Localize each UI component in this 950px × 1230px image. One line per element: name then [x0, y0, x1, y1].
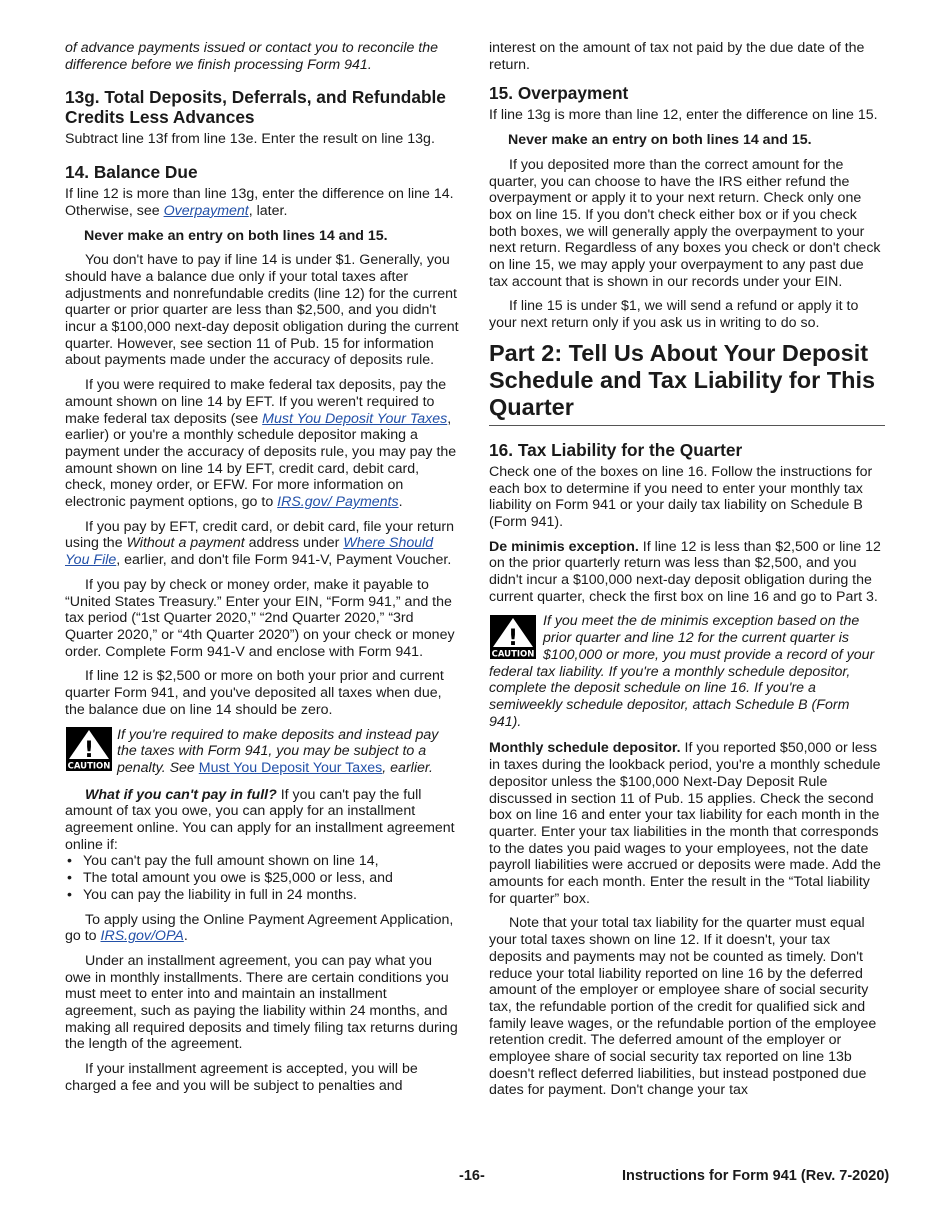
caution-icon — [65, 727, 113, 771]
para-14-2: You don't have to pay if line 14 is under $1. Generally, you should have a balance due only if your total taxes after adjustments and nonrefundable credits (line 12) for the current quarter or prior quarter are less than $2,500, and you didn't incur a $100,000 next-day deposit obligation during the current quarter. However, see section 11 of Pub. 15 for information about payments made under the accuracy of deposits rule. — [65, 252, 459, 369]
left-intro: of advance payments issued or contact you to reconcile the difference before we finish processing Form 941. — [65, 40, 439, 73]
list-item-text: You can't pay the full amount shown on line 14, — [83, 853, 379, 870]
bullet-glyph: • — [67, 870, 72, 887]
opa-a: To apply using the Online Payment Agreement Application, go to — [65, 911, 454, 945]
para-14-a: If line 12 is more than line 13g, enter the difference on line 14. Otherwise, see — [65, 186, 454, 219]
heading-14: 14. Balance Due — [65, 162, 198, 183]
caution-text-1 — [117, 727, 461, 777]
para-15-3: If line 15 is under $1, we will send a refund or apply it to your next return only if you ask us in writing to do so. — [489, 298, 859, 332]
para-14-6: If line 12 is $2,500 or more on both your prior and current quarter Form 941, and you've deposited all taxes when due, the balance due on line 14 should be zero. — [65, 668, 444, 718]
caution-1-b: , earlier. — [382, 759, 434, 776]
para-14-3-b: , earlier) or you're a monthly schedule depositor making a payment under the accuracy of deposits rule, you may pay the amount shown on line 14 by EFT, credit card, debit card, check, money order, or EFW. For more information on electronic payment options, go to — [65, 410, 457, 511]
heading-13g: 13g. Total Deposits, Deferrals, and Refundable Credits Less Advances — [65, 87, 446, 128]
de-minimis-para — [489, 539, 885, 606]
para-15: If line 13g is more than line 12, enter the difference on line 15. — [489, 107, 878, 124]
what-if-para — [65, 787, 461, 854]
list-item — [65, 853, 461, 870]
opa-para — [65, 912, 461, 945]
caution-text-2: If you meet the de minimis exception based on the prior quarter and line 12 for the current quarter is $100,000 or more, you must provide a record of your federal tax liability. If you're a monthly schedule depositor, complete the deposit schedule on line 16. If you're a semiweekly schedule depositor, attach Schedule B (Form 941). — [489, 613, 875, 730]
installment-para: Under an installment agreement, you can pay what you owe in monthly installments. There are certain conditions you must meet to enter into and maintain an installment agreement, such as paying the liability within 24 months, and making all required deposits and timely filing tax returns during the length of the agreement. — [65, 952, 458, 1053]
irs-payments-link[interactable]: IRS.gov/ Payments — [277, 494, 399, 511]
caution-label: CAUTION — [491, 649, 535, 660]
caution-icon — [489, 615, 537, 659]
caution-glyph: ! — [507, 626, 519, 652]
para-14-3 — [65, 377, 461, 511]
para-14-4-a: If you pay by EFT, credit card, or debit card, file your return using the — [65, 518, 455, 552]
heading-15: 15. Overpayment — [489, 83, 629, 104]
caution-must-deposit-link[interactable]: Must You Deposit Your Taxes — [198, 759, 383, 776]
list-item — [65, 887, 461, 904]
never-both-lines-note-15: Never make an entry on both lines 14 and 15. — [508, 132, 812, 149]
list-item-text: The total amount you owe is $25,000 or less, and — [83, 870, 393, 887]
caution-label: CAUTION — [67, 761, 111, 771]
bullet-glyph: • — [67, 853, 72, 870]
caution-glyph: ! — [83, 737, 95, 763]
accepted-para: If your installment agreement is accepted, you will be charged a fee and you will be subject to penalties and — [65, 1061, 418, 1094]
monthly-depositor-heading: Monthly schedule depositor. — [489, 740, 681, 757]
list-item — [65, 870, 461, 887]
bullet-glyph: • — [67, 886, 72, 903]
opa-b: . — [183, 928, 188, 945]
never-both-lines-note: Never make an entry on both lines 14 and 15. — [84, 227, 388, 244]
para-15-2: If you deposited more than the correct amount for the quarter, you can choose to have the IRS either refund the overpayment or apply it to your next return. Check only one box on line 15. If you don't check either box or if you check both boxes, we will generally apply the overpayment to your next return. Regardless of any boxes you check or don't check on line 15, we may apply your overpayment to any past due tax account that is shown in our records under your EIN. — [489, 156, 881, 290]
note-para: Note that your total tax liability for the quarter must equal your total taxes shown on line 12. If it doesn't, your tax deposits and payments may not be counted as timely. Don't reduce your total liability reported on line 16 by the deferred amount of the employer or employee share of social security tax, the refundable portion of the credit for qualified sick and family leave wages, or the refundable portion of the employee retention credit. The deferred amount of the employer or employee share of social security tax reported on line 13b doesn't reflect deferred liabilities, but instead postponed due dates for payment. Don't change your tax — [489, 915, 877, 1099]
para-13g: Subtract line 13f from line 13e. Enter the result on line 13g. — [65, 131, 435, 148]
de-minimis-text: If line 12 is less than $2,500 or line 12 on the prior quarterly return was less than $2,500, and you didn't incur a $100,000 next-day deposit obligation during the current quarter, check the first box on line 16 and go to Part 3. — [489, 538, 881, 605]
conditions-list — [65, 853, 461, 903]
heading-16: 16. Tax Liability for the Quarter — [489, 439, 743, 460]
para-14-4 — [65, 519, 461, 569]
monthly-depositor-text: If you reported $50,000 or less in taxes during the lookback period, you're a monthly schedule depositor unless the $100,000 Next-Day Deposit Rule discussed in section 11 of Pub. 15 applies. Check the second box on line 16 and enter your tax liability for each month in the quarter. Enter your tax liabilities in the month that corresponds to the dates you paid wages to your employees, not the date payroll liabilities were accrued or deposits were made. Add the amounts for each month. Enter the result in the “Total liability for quarter” box. — [489, 740, 881, 907]
monthly-depositor-para — [489, 740, 885, 907]
must-deposit-link[interactable]: Must You Deposit Your Taxes — [262, 410, 448, 427]
de-minimis-heading: De minimis exception. — [489, 538, 639, 555]
list-item-text: You can pay the liability in full in 24 months. — [83, 886, 357, 903]
page-number: -16- — [459, 1168, 485, 1184]
right-column — [489, 40, 885, 1107]
caution-box-2 — [489, 613, 885, 730]
right-intro: interest on the amount of tax not paid by the due date of the return. — [489, 40, 865, 73]
without-payment-text: Without a payment — [126, 535, 245, 552]
para-16: Check one of the boxes on line 16. Follow the instructions for each box to determine if you need to enter your monthly tax liability on Form 941 or your daily tax liability on Schedule B (Form 941). — [489, 463, 873, 530]
part-2-heading: Part 2: Tell Us About Your Deposit Schedule and Tax Liability for This Quarter — [489, 340, 885, 426]
what-if-text: If you can't pay the full amount of tax you owe, you can apply for an installment agreement online. You can apply for an installment agreement online if: — [65, 786, 455, 853]
what-if-heading: What if you can't pay in full? — [85, 786, 277, 803]
para-14-3-c: . — [398, 494, 403, 511]
caution-1-a: If you're required to make deposits and instead pay the taxes with Form 941, you may be subject to a penalty. See — [117, 726, 439, 776]
overpayment-link[interactable]: Overpayment — [163, 202, 249, 219]
para-14 — [65, 186, 461, 219]
para-14-3-a: If you were required to make federal tax deposits, pay the amount shown on line 14 by EFT. If you weren't required to make federal tax deposits (see — [65, 377, 447, 427]
para-14-b: , later. — [248, 202, 288, 219]
footer-form-title: Instructions for Form 941 (Rev. 7-2020) — [622, 1168, 890, 1184]
left-column — [65, 40, 461, 1103]
irs-opa-link[interactable]: IRS.gov/OPA — [100, 928, 184, 945]
para-14-4-c: , earlier, and don't file Form 941-V, Payment Voucher. — [116, 552, 452, 569]
para-14-5: If you pay by check or money order, make it payable to “United States Treasury.” Enter your EIN, “Form 941,” and the tax period (“1st Quarter 2020,” “2nd Quarter 2020,” “3rd Quarter 2020,” or “4th Quarter 2020”) on your check or money order. Complete Form 941-V and enclose with Form 941. — [65, 576, 455, 660]
where-file-link[interactable]: Where Should You File — [65, 535, 434, 569]
para-14-4-b: address under — [244, 535, 344, 552]
caution-box-1 — [65, 727, 461, 777]
